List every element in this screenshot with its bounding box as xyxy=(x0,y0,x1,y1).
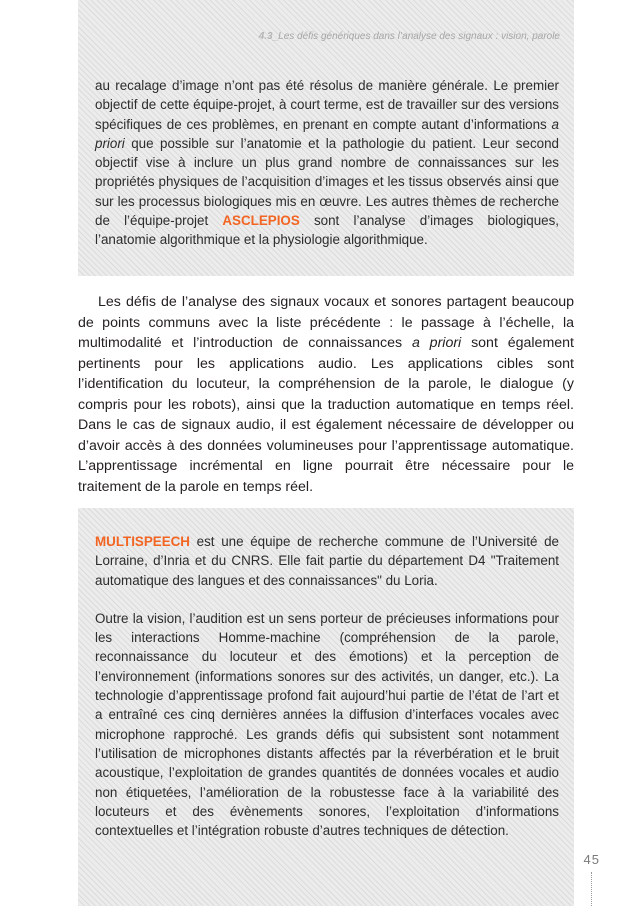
page-number: 45 xyxy=(583,852,600,867)
team-name-asclepios: ASCLEPIOS xyxy=(222,213,300,229)
body-paragraph xyxy=(78,292,574,497)
multispeech-box-text xyxy=(95,532,559,840)
multispeech-intro-paragraph xyxy=(95,532,559,590)
team-name-multispeech: MULTISPEECH xyxy=(95,534,190,549)
main-body-text xyxy=(78,292,574,497)
text-run: Les défis de l’analyse des signaux vocaux et sonores partagent beaucoup de points communs avec la liste précédente : le passage à l’échelle, la multimodalité et l’introduction de connaissances xyxy=(78,294,574,351)
running-title: Les défis génériques dans l’analyse des signaux : vision, parole xyxy=(278,31,560,42)
section-number: 4.3_ xyxy=(258,31,279,42)
text-run: au recalage d’image n’ont pas été résolus de manière générale. Le premier objectif de cette équipe-projet, à court terme, est de travailler sur des versions spécifiques de ces problèmes, en prenant en compte autant d’informations xyxy=(95,78,559,132)
text-run: que possible sur l’anatomie et la pathologie du patient. Leur second objectif vise à inclure un plus grand nombre de connaissances sur les propriétés physiques de l’acquisition d’images et les tissus observés ainsi que sur les processus biologiques mis en œuvre. Les autres thèmes de recherche de l’équipe-projet xyxy=(95,135,559,229)
text-run: sont également pertinents pour les applications audio. Les applications cibles sont l’identification du locuteur, la compréhension de la parole, le dialogue (y compris pour les robots), ainsi que la traduction automatique en temps réel. Dans le cas de signaux audio, il est également nécessaire de développer ou d’avoir accès à des données volumineuses pour l’apprentissage automatique. L’apprentissage incrémental en ligne pourrait être nécessaire pour le traitement de la parole en temps réel. xyxy=(78,335,574,495)
page-number-rule xyxy=(591,872,592,906)
asclepios-box-text xyxy=(95,76,559,250)
text-run: est une équipe de recherche commune de l’Université de Lorraine, d’Inria et du CNRS. Elle fait partie du département D4 "Traitement automatique des langues et des connaissances" du Loria. xyxy=(95,534,559,588)
asclepios-paragraph xyxy=(95,76,559,250)
italic-term: a priori xyxy=(411,335,462,351)
multispeech-description-paragraph: Outre la vision, l’audition est un sens porteur de précieuses informations pour les interactions Homme-machine (compréhension de la parole, reconnaissance du locuteur et des émotions) et la perception de l’environnement (informations sonores sur des activités, un danger, etc.). La technologie d’apprentissage profond fait aujourd’hui partie de l’état de l’art et a entraîné ces cinq dernières années la diffusion d’interfaces vocales avec microphone rapproché. Les grands défis qui subsistent sont notamment l’utilisation de microphones distants affectés par la réverbération et le bruit acoustique, l’exploitation de grandes quantités de données vocales et audio non étiquetées, l’amélioration de la robustesse face à la variabilité des locuteurs et des évènements sonores, l’exploitation d’informations contextuelles et l’intégration robuste d’autres techniques de détection. xyxy=(95,610,559,839)
running-header xyxy=(259,31,560,42)
italic-term: a priori xyxy=(95,116,559,151)
text-run: sont l’analyse d’images biologiques, l’anatomie algorithmique et la physiologie algorithmique. xyxy=(95,213,560,248)
